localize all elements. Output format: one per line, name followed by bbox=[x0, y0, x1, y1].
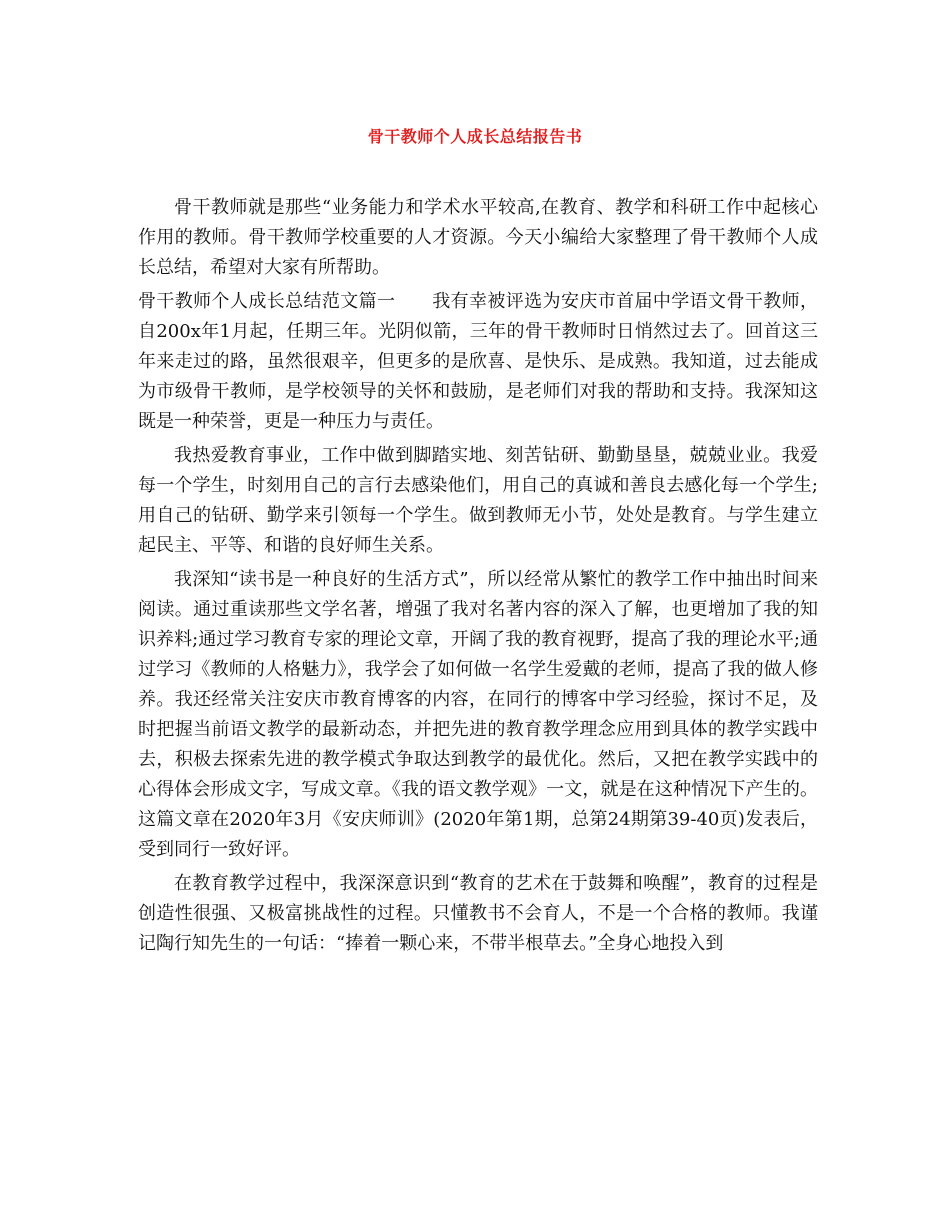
paragraph-teaching-process: 在教育教学过程中，我深深意识到“教育的艺术在于鼓舞和唤醒”，教育的过程是创造性很强、又极富挑战性的过程。只懂教书不会育人，不是一个合格的教师。我谨记陶行知先生的一句话：“捧着一颗心来，不带半根草去。”全身心地投入到 bbox=[138, 873, 818, 954]
document-body bbox=[138, 193, 818, 963]
document-title: 骨干教师个人成长总结报告书 bbox=[367, 127, 583, 146]
paragraph-reading: 我深知“读书是一种良好的生活方式”，所以经常从繁忙的教学工作中抽出时间来阅读。通过重读那些文学名著，增强了我对名著内容的深入了解，也更增加了我的知识养料;通过学习教育专家的理论文章，开阔了我的教育视野，提高了我的理论水平;通过学习《教师的人格魅力》，我学会了如何做一名学生爱戴的老师，提高了我的做人修养。我还经常关注安庆市教育博客的内容，在同行的博客中学习经验，探讨不足，及时把握当前语文教学的最新动态，并把先进的教育教学理念应用到具体的教学实践中去，积极去探索先进的教学模式争取达到教学的最优化。然后，又把在教学实践中的心得体会形成文字，写成文章。《我的语文教学观》一文，就是在这种情况下产生的。这篇文章在2020年3月《安庆师训》(2020年第1期，总第24期第39-40页)发表后，受到同行一致好评。 bbox=[138, 569, 818, 860]
paragraph-intro: 骨干教师就是那些“业务能力和学术水平较高,在教育、教学和科研工作中起核心作用的教师。骨干教师学校重要的人才资源。今天小编给大家整理了骨干教师个人成长总结，希望对大家有所帮助。 bbox=[138, 197, 818, 278]
paragraph-section-one: 骨干教师个人成长总结范文篇一 我有幸被评选为安庆市首届中学语文骨干教师，自200x年1月起，任期三年。光阴似箭，三年的骨干教师时日悄然过去了。回首这三年来走过的路，虽然很艰辛，但更多的是欣喜、是快乐、是成熟。我知道，过去能成为市级骨干教师，是学校领导的关怀和鼓励，是老师们对我的帮助和支持。我深知这既是一种荣誉，更是一种压力与责任。 bbox=[138, 291, 818, 432]
paragraph-dedication: 我热爱教育事业，工作中做到脚踏实地、刻苦钻研、勤勤垦垦，兢兢业业。我爱每一个学生，时刻用自己的言行去感染他们，用自己的真诚和善良去感化每一个学生;用自己的钻研、勤学来引领每一个学生。做到教师无小节，处处是教育。与学生建立起民主、平等、和谐的良好师生关系。 bbox=[138, 445, 818, 556]
